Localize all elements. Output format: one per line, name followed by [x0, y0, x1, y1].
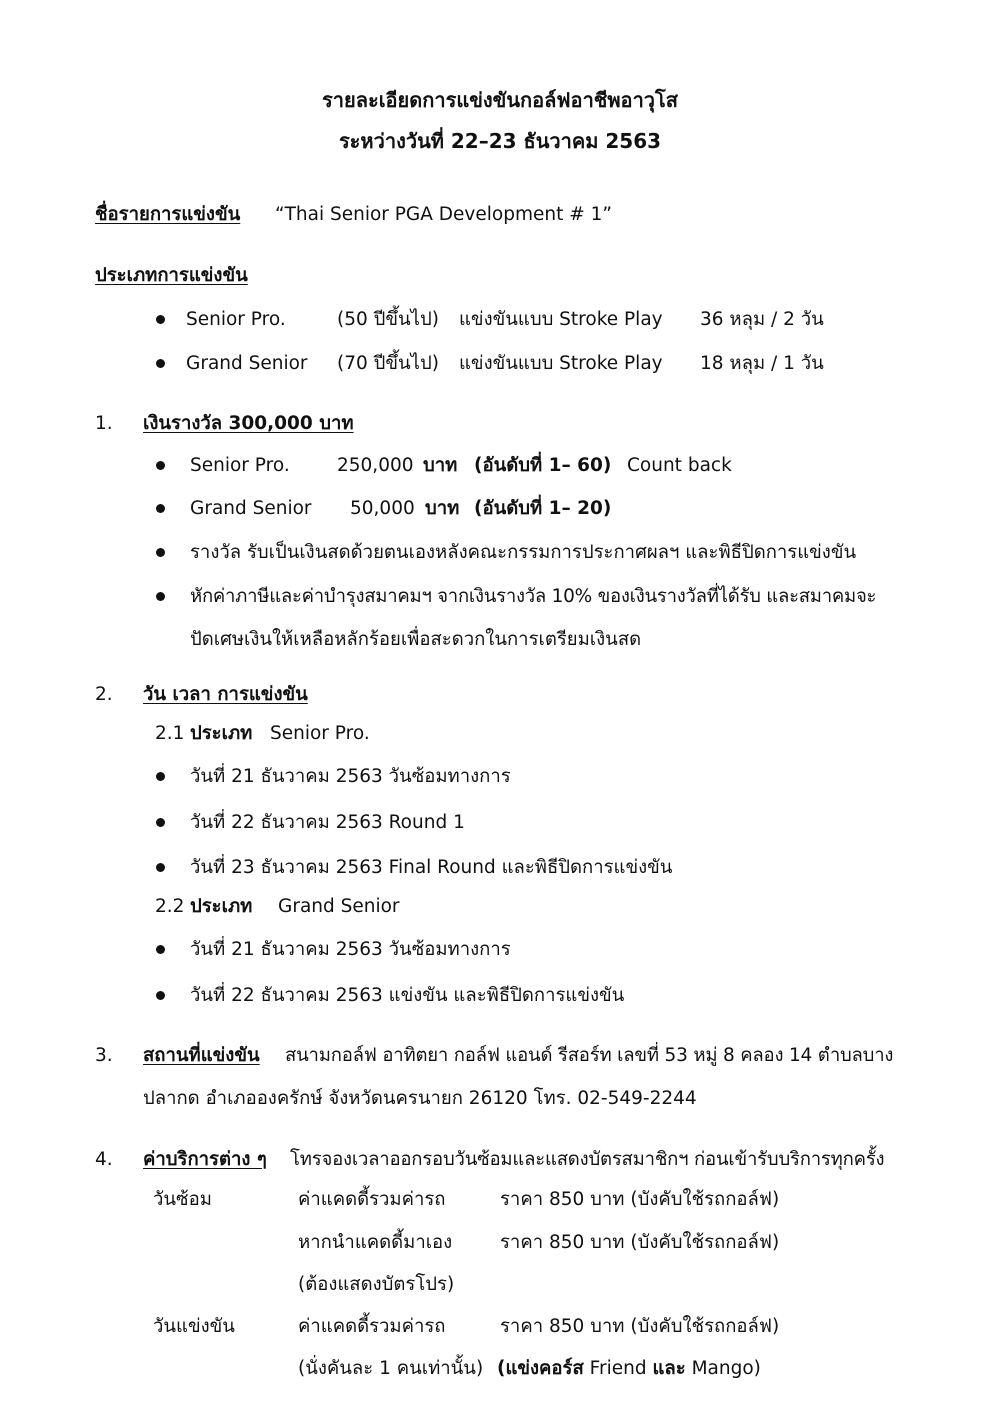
fees-course-and: และ — [652, 1358, 686, 1379]
bullet-icon — [156, 359, 165, 368]
page-title: รายละเอียดการแข่งขันกอล์ฟอาชีพอาวุโส — [322, 88, 678, 112]
bullet-icon — [156, 548, 165, 557]
subsection-number: 2.2 — [155, 896, 185, 917]
category-holes: 36 หลุม / 2 วัน — [700, 309, 824, 330]
bullet-icon — [156, 818, 165, 827]
section-number: 1. — [95, 413, 113, 434]
bullet-icon — [156, 315, 165, 324]
category-format: แข่งขันแบบ Stroke Play — [459, 353, 663, 374]
bullet-icon — [156, 945, 165, 954]
bullet-icon — [156, 461, 165, 470]
prize-senior-rank: (อันดับที่ 1– 60) — [474, 455, 612, 476]
prize-tax-note: หักค่าภาษีและค่าบำรุงสมาคมฯ จากเงินรางวัล 10% ของเงินรางวัลที่ได้รับ และสมาคมจะ — [190, 586, 877, 607]
bullet-icon — [156, 863, 165, 872]
fees-intro: โทรจองเวลาออกรอบวันซ้อมและแสดงบัตรสมาชิกฯ ก่อนเข้ารับบริการทุกครั้ง — [290, 1149, 885, 1170]
prize-tax-note-cont: ปัดเศษเงินให้เหลือหลักร้อยเพื่อสะดวกในการเตรียมเงินสด — [190, 629, 642, 650]
fees-course-note — [497, 1357, 761, 1381]
venue-address-cont: ปลากด อำเภอองครักษ์ จังหวัดนครนายก 26120 โทร. 02-549-2244 — [143, 1088, 697, 1109]
section-number: 4. — [95, 1149, 113, 1170]
schedule-item: วันที่ 23 ธันวาคม 2563 Final Round และพิธีปิดการแข่งขัน — [190, 857, 673, 878]
prize-grand-name: Grand Senior — [190, 498, 312, 519]
subsection-number: 2.1 — [155, 723, 185, 744]
prize-senior-extra: Count back — [627, 455, 732, 476]
prize-grand-amount: 50,000 — [350, 498, 415, 519]
prize-grand-unit: บาท — [425, 498, 460, 519]
fees-price: ราคา 850 บาท (บังคับใช้รถกอล์ฟ) — [500, 1232, 780, 1253]
category-holes: 18 หลุม / 1 วัน — [700, 353, 824, 374]
fees-course-1: Friend — [589, 1358, 647, 1379]
fees-note: (ต้องแสดงบัตรโปร) — [298, 1274, 455, 1295]
category-name: Senior Pro. — [186, 309, 286, 330]
schedule-item: วันที่ 22 ธันวาคม 2563 Round 1 — [190, 812, 465, 833]
venue-heading: สถานที่แข่งขัน — [143, 1045, 260, 1066]
bullet-icon — [156, 504, 165, 513]
schedule-item: วันที่ 21 ธันวาคม 2563 วันซ้อมทางการ — [190, 939, 511, 960]
fees-competition-label: วันแข่งขัน — [153, 1316, 235, 1337]
section-number: 3. — [95, 1045, 113, 1066]
schedule-item: วันที่ 22 ธันวาคม 2563 แข่งขัน และพิธีปิดการแข่งขัน — [190, 985, 625, 1006]
prize-senior-amount: 250,000 — [337, 455, 414, 476]
prize-senior-name: Senior Pro. — [190, 455, 290, 476]
fees-course-2: Mango) — [691, 1358, 761, 1379]
prize-heading: เงินรางวัล 300,000 บาท — [143, 413, 354, 434]
schedule-item: วันที่ 21 ธันวาคม 2563 วันซ้อมทางการ — [190, 766, 511, 787]
page-subtitle: ระหว่างวันที่ 22–23 ธันวาคม 2563 — [338, 129, 662, 153]
categories-heading: ประเภทการแข่งขัน — [95, 265, 248, 286]
subsection-label: ประเภท — [190, 896, 253, 917]
fees-note: (นั่งคันละ 1 คนเท่านั้น) — [298, 1358, 484, 1379]
prize-note: รางวัล รับเป็นเงินสดด้วยตนเองหลังคณะกรรมการประกาศผลฯ และพิธีปิดการแข่งขัน — [190, 542, 857, 563]
fees-course-prefix: (แข่งคอร์ส — [497, 1358, 584, 1379]
venue-address: สนามกอล์ฟ อาทิตยา กอล์ฟ แอนด์ รีสอร์ท เลขที่ 53 หมู่ 8 คลอง 14 ตำบลบาง — [285, 1045, 894, 1066]
category-format: แข่งขันแบบ Stroke Play — [459, 309, 663, 330]
fees-price: ราคา 850 บาท (บังคับใช้รถกอล์ฟ) — [500, 1189, 780, 1210]
subsection-name: Senior Pro. — [270, 723, 370, 744]
fees-practice-label: วันซ้อม — [153, 1189, 212, 1210]
fees-heading: ค่าบริการต่าง ๆ — [143, 1149, 267, 1170]
competition-name-value: “Thai Senior PGA Development # 1” — [275, 204, 612, 225]
fees-desc: ค่าแคดดี้รวมค่ารถ — [298, 1316, 446, 1337]
bullet-icon — [156, 991, 165, 1000]
schedule-heading: วัน เวลา การแข่งขัน — [143, 684, 308, 705]
fees-desc: หากนำแคดดี้มาเอง — [298, 1232, 453, 1253]
fees-price: ราคา 850 บาท (บังคับใช้รถกอล์ฟ) — [500, 1316, 780, 1337]
subsection-name: Grand Senior — [278, 896, 400, 917]
prize-grand-rank: (อันดับที่ 1– 20) — [474, 498, 612, 519]
category-name: Grand Senior — [186, 353, 308, 374]
category-age: (50 ปีขึ้นไป) — [337, 309, 439, 330]
competition-name-label: ชื่อรายการแข่งขัน — [95, 204, 241, 225]
subsection-label: ประเภท — [190, 723, 253, 744]
fees-desc: ค่าแคดดี้รวมค่ารถ — [298, 1189, 446, 1210]
category-age: (70 ปีขึ้นไป) — [337, 353, 439, 374]
prize-senior-unit: บาท — [423, 455, 458, 476]
bullet-icon — [156, 772, 165, 781]
section-number: 2. — [95, 684, 113, 705]
bullet-icon — [156, 592, 165, 601]
